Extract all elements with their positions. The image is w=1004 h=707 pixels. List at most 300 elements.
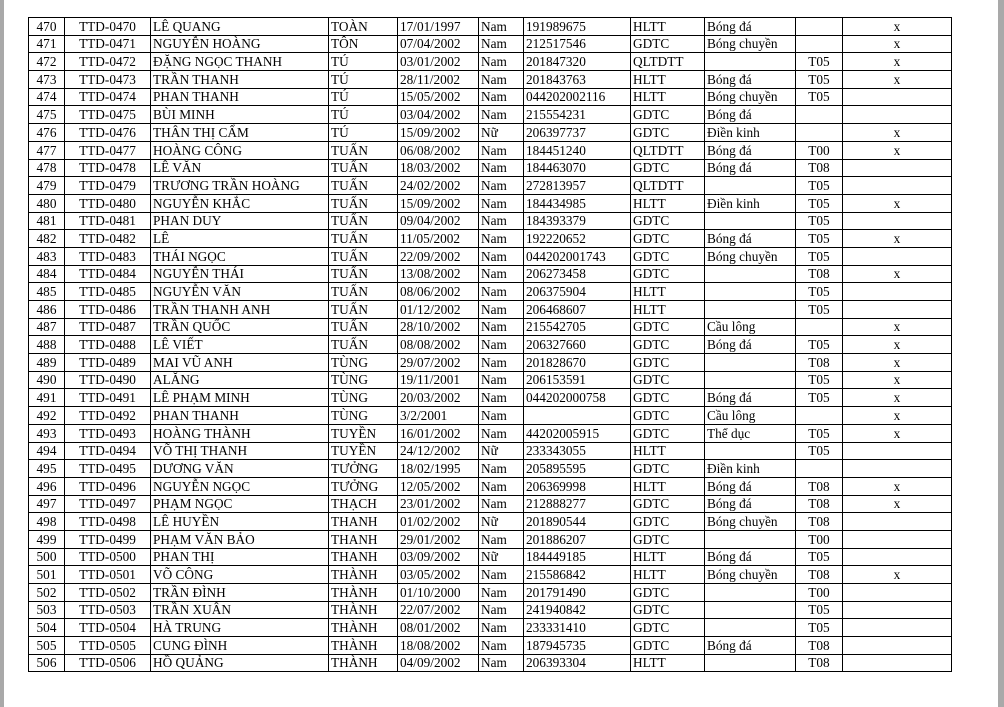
cell-id-number: 184449185 (524, 548, 631, 566)
cell-given-name: THANH (329, 530, 398, 548)
cell-gender: Nam (479, 283, 524, 301)
table-row (29, 124, 952, 142)
cell-id-number: 215542705 (524, 318, 631, 336)
cell-stt: 476 (29, 124, 65, 142)
table-row (29, 194, 952, 212)
table-row (29, 35, 952, 53)
cell-class: T05 (796, 53, 843, 71)
cell-major: GDTC (631, 619, 705, 637)
cell-class: T00 (796, 530, 843, 548)
cell-major: GDTC (631, 159, 705, 177)
cell-code: TTD-0505 (65, 637, 151, 655)
cell-dob: 07/04/2002 (398, 35, 479, 53)
table-row (29, 389, 952, 407)
cell-major: GDTC (631, 495, 705, 513)
cell-sport: Bóng đá (705, 230, 796, 248)
cell-id-number: 233331410 (524, 619, 631, 637)
cell-major: QLTDTT (631, 141, 705, 159)
cell-surname: LÊ VĂN (151, 159, 329, 177)
cell-stt: 486 (29, 301, 65, 319)
cell-flag: x (843, 477, 952, 495)
table-row (29, 354, 952, 372)
cell-given-name: TÚ (329, 71, 398, 89)
cell-major: GDTC (631, 265, 705, 283)
cell-id-number: 215554231 (524, 106, 631, 124)
cell-surname: NGUYỄN THÁI (151, 265, 329, 283)
cell-gender: Nam (479, 637, 524, 655)
table-row (29, 584, 952, 602)
cell-given-name: TUẤN (329, 301, 398, 319)
cell-code: TTD-0506 (65, 654, 151, 672)
cell-dob: 01/12/2002 (398, 301, 479, 319)
cell-sport: Bóng chuyền (705, 88, 796, 106)
cell-sport: Bóng đá (705, 71, 796, 89)
cell-code: TTD-0477 (65, 141, 151, 159)
cell-stt: 504 (29, 619, 65, 637)
table-row (29, 53, 952, 71)
cell-surname: TRẦN ĐÌNH (151, 584, 329, 602)
cell-given-name: TUẤN (329, 247, 398, 265)
cell-given-name: TUẤN (329, 230, 398, 248)
cell-surname: TRẦN THANH (151, 71, 329, 89)
cell-class: T08 (796, 159, 843, 177)
cell-flag (843, 601, 952, 619)
cell-class (796, 35, 843, 53)
cell-surname: LÊ VIẾT (151, 336, 329, 354)
table-row (29, 513, 952, 531)
cell-stt: 502 (29, 584, 65, 602)
cell-surname: HOÀNG CÔNG (151, 141, 329, 159)
cell-stt: 503 (29, 601, 65, 619)
cell-class: T05 (796, 194, 843, 212)
cell-surname: TRẦN QUỐC (151, 318, 329, 336)
cell-flag (843, 513, 952, 531)
cell-flag (843, 177, 952, 195)
cell-given-name: TUẤN (329, 336, 398, 354)
cell-flag: x (843, 336, 952, 354)
cell-surname: LÊ (151, 230, 329, 248)
cell-dob: 08/01/2002 (398, 619, 479, 637)
cell-flag: x (843, 566, 952, 584)
cell-major: GDTC (631, 601, 705, 619)
cell-id-number: 241940842 (524, 601, 631, 619)
cell-gender: Nam (479, 460, 524, 478)
cell-dob: 08/06/2002 (398, 283, 479, 301)
cell-gender: Nam (479, 265, 524, 283)
cell-given-name: THẠCH (329, 495, 398, 513)
cell-class: T08 (796, 513, 843, 531)
cell-dob: 03/04/2002 (398, 106, 479, 124)
cell-major: GDTC (631, 584, 705, 602)
cell-sport (705, 530, 796, 548)
cell-dob: 01/02/2002 (398, 513, 479, 531)
cell-major: HLTT (631, 548, 705, 566)
cell-code: TTD-0498 (65, 513, 151, 531)
table-row (29, 141, 952, 159)
table-row (29, 177, 952, 195)
table-row (29, 371, 952, 389)
cell-surname: LÊ PHẠM MINH (151, 389, 329, 407)
cell-major: HLTT (631, 194, 705, 212)
cell-id-number: 201843763 (524, 71, 631, 89)
cell-id-number: 201828670 (524, 354, 631, 372)
cell-sport: Bóng đá (705, 389, 796, 407)
cell-code: TTD-0478 (65, 159, 151, 177)
cell-id-number: 184451240 (524, 141, 631, 159)
cell-code: TTD-0486 (65, 301, 151, 319)
cell-stt: 474 (29, 88, 65, 106)
cell-sport (705, 371, 796, 389)
cell-given-name: TÙNG (329, 389, 398, 407)
cell-dob: 04/09/2002 (398, 654, 479, 672)
cell-major: GDTC (631, 212, 705, 230)
cell-gender: Nam (479, 212, 524, 230)
cell-stt: 501 (29, 566, 65, 584)
cell-sport (705, 301, 796, 319)
cell-gender: Nam (479, 35, 524, 53)
cell-id-number: 206327660 (524, 336, 631, 354)
cell-class: T00 (796, 584, 843, 602)
cell-gender: Nam (479, 495, 524, 513)
cell-dob: 03/09/2002 (398, 548, 479, 566)
cell-sport (705, 584, 796, 602)
cell-surname: LÊ HUYỀN (151, 513, 329, 531)
cell-id-number: 215586842 (524, 566, 631, 584)
cell-sport (705, 177, 796, 195)
cell-stt: 471 (29, 35, 65, 53)
cell-gender: Nam (479, 354, 524, 372)
cell-gender: Nam (479, 566, 524, 584)
cell-id-number: 201890544 (524, 513, 631, 531)
cell-code: TTD-0484 (65, 265, 151, 283)
cell-surname: TRẦN XUÂN (151, 601, 329, 619)
cell-sport: Cầu lông (705, 407, 796, 425)
cell-dob: 24/02/2002 (398, 177, 479, 195)
cell-major: HLTT (631, 71, 705, 89)
cell-stt: 481 (29, 212, 65, 230)
cell-gender: Nam (479, 530, 524, 548)
cell-surname: CUNG ĐÌNH (151, 637, 329, 655)
cell-stt: 494 (29, 442, 65, 460)
cell-surname: PHẠM NGỌC (151, 495, 329, 513)
cell-major: HLTT (631, 477, 705, 495)
cell-surname: NGUYỄN KHẮC (151, 194, 329, 212)
cell-given-name: THANH (329, 513, 398, 531)
cell-given-name: THÀNH (329, 601, 398, 619)
cell-dob: 28/11/2002 (398, 71, 479, 89)
cell-stt: 483 (29, 247, 65, 265)
cell-dob: 3/2/2001 (398, 407, 479, 425)
cell-surname: TRƯƠNG TRẦN HOÀNG (151, 177, 329, 195)
cell-class: T05 (796, 301, 843, 319)
cell-dob: 16/01/2002 (398, 424, 479, 442)
cell-stt: 488 (29, 336, 65, 354)
cell-given-name: THÀNH (329, 637, 398, 655)
cell-gender: Nam (479, 477, 524, 495)
cell-given-name: TÔN (329, 35, 398, 53)
cell-stt: 492 (29, 407, 65, 425)
cell-surname: PHẠM VĂN BẢO (151, 530, 329, 548)
cell-given-name: THANH (329, 548, 398, 566)
cell-stt: 479 (29, 177, 65, 195)
cell-class: T05 (796, 371, 843, 389)
cell-gender: Nam (479, 106, 524, 124)
cell-class: T05 (796, 389, 843, 407)
cell-flag (843, 637, 952, 655)
cell-class (796, 460, 843, 478)
cell-gender: Nữ (479, 442, 524, 460)
cell-stt: 505 (29, 637, 65, 655)
cell-gender: Nam (479, 141, 524, 159)
cell-dob: 09/04/2002 (398, 212, 479, 230)
cell-class: T05 (796, 230, 843, 248)
cell-gender: Nam (479, 18, 524, 36)
cell-sport: Điền kinh (705, 460, 796, 478)
cell-id-number: 044202001743 (524, 247, 631, 265)
cell-gender: Nam (479, 177, 524, 195)
cell-id-number: 212888277 (524, 495, 631, 513)
cell-code: TTD-0475 (65, 106, 151, 124)
cell-major: GDTC (631, 460, 705, 478)
cell-sport (705, 442, 796, 460)
table-row (29, 654, 952, 672)
cell-given-name: TUẤN (329, 318, 398, 336)
cell-surname: DƯƠNG VĂN (151, 460, 329, 478)
cell-code: TTD-0479 (65, 177, 151, 195)
cell-stt: 480 (29, 194, 65, 212)
cell-surname: HOÀNG THÀNH (151, 424, 329, 442)
cell-dob: 22/07/2002 (398, 601, 479, 619)
cell-major: GDTC (631, 124, 705, 142)
cell-stt: 482 (29, 230, 65, 248)
cell-dob: 24/12/2002 (398, 442, 479, 460)
cell-class: T08 (796, 495, 843, 513)
cell-stt: 485 (29, 283, 65, 301)
cell-sport (705, 601, 796, 619)
cell-gender: Nam (479, 407, 524, 425)
cell-surname: VÕ CÔNG (151, 566, 329, 584)
table-row (29, 407, 952, 425)
cell-dob: 18/02/1995 (398, 460, 479, 478)
table-row (29, 566, 952, 584)
cell-given-name: TÙNG (329, 407, 398, 425)
cell-flag (843, 530, 952, 548)
cell-stt: 496 (29, 477, 65, 495)
document-page (4, 0, 998, 707)
cell-class: T05 (796, 212, 843, 230)
cell-dob: 06/08/2002 (398, 141, 479, 159)
cell-given-name: TÙNG (329, 371, 398, 389)
cell-flag (843, 654, 952, 672)
cell-major: QLTDTT (631, 53, 705, 71)
cell-id-number: 44202005915 (524, 424, 631, 442)
cell-code: TTD-0497 (65, 495, 151, 513)
cell-major: GDTC (631, 318, 705, 336)
cell-id-number: 184393379 (524, 212, 631, 230)
cell-stt: 497 (29, 495, 65, 513)
cell-given-name: TÚ (329, 88, 398, 106)
cell-major: GDTC (631, 106, 705, 124)
cell-gender: Nam (479, 601, 524, 619)
cell-flag (843, 548, 952, 566)
cell-stt: 470 (29, 18, 65, 36)
cell-class: T05 (796, 283, 843, 301)
cell-code: TTD-0490 (65, 371, 151, 389)
cell-given-name: TUẤN (329, 141, 398, 159)
cell-dob: 15/09/2002 (398, 194, 479, 212)
cell-id-number: 184434985 (524, 194, 631, 212)
cell-surname: NGUYỄN VĂN (151, 283, 329, 301)
cell-id-number: 191989675 (524, 18, 631, 36)
cell-id-number (524, 407, 631, 425)
cell-id-number: 201886207 (524, 530, 631, 548)
cell-flag: x (843, 35, 952, 53)
table-row (29, 530, 952, 548)
table-row (29, 637, 952, 655)
cell-class: T05 (796, 177, 843, 195)
cell-surname: ĐẶNG NGỌC THANH (151, 53, 329, 71)
cell-stt: 498 (29, 513, 65, 531)
cell-flag: x (843, 141, 952, 159)
cell-code: TTD-0489 (65, 354, 151, 372)
cell-flag: x (843, 354, 952, 372)
cell-dob: 01/10/2000 (398, 584, 479, 602)
table-row (29, 283, 952, 301)
cell-flag: x (843, 53, 952, 71)
cell-flag (843, 247, 952, 265)
cell-sport: Bóng đá (705, 477, 796, 495)
cell-code: TTD-0492 (65, 407, 151, 425)
cell-stt: 495 (29, 460, 65, 478)
cell-dob: 28/10/2002 (398, 318, 479, 336)
cell-dob: 22/09/2002 (398, 247, 479, 265)
cell-id-number: 272813957 (524, 177, 631, 195)
cell-given-name: TÙNG (329, 354, 398, 372)
cell-stt: 489 (29, 354, 65, 372)
cell-sport: Bóng đá (705, 159, 796, 177)
cell-given-name: THÀNH (329, 566, 398, 584)
cell-gender: Nam (479, 389, 524, 407)
cell-flag (843, 212, 952, 230)
cell-class: T05 (796, 548, 843, 566)
cell-code: TTD-0502 (65, 584, 151, 602)
cell-sport: Bóng đá (705, 141, 796, 159)
cell-stt: 475 (29, 106, 65, 124)
cell-given-name: TÚ (329, 106, 398, 124)
cell-given-name: THÀNH (329, 619, 398, 637)
table-row (29, 247, 952, 265)
table-row (29, 460, 952, 478)
cell-given-name: TÚ (329, 53, 398, 71)
cell-class: T05 (796, 336, 843, 354)
cell-given-name: TUẤN (329, 212, 398, 230)
cell-surname: PHAN DUY (151, 212, 329, 230)
cell-flag (843, 301, 952, 319)
cell-major: GDTC (631, 424, 705, 442)
cell-sport: Bóng chuyền (705, 35, 796, 53)
student-table (28, 17, 952, 672)
cell-dob: 15/05/2002 (398, 88, 479, 106)
cell-major: GDTC (631, 354, 705, 372)
cell-class: T00 (796, 141, 843, 159)
cell-id-number: 212517546 (524, 35, 631, 53)
cell-major: GDTC (631, 637, 705, 655)
cell-sport: Bóng đá (705, 548, 796, 566)
cell-major: GDTC (631, 230, 705, 248)
table-row (29, 230, 952, 248)
cell-class (796, 407, 843, 425)
table-row (29, 442, 952, 460)
cell-given-name: THÀNH (329, 584, 398, 602)
cell-class (796, 124, 843, 142)
cell-major: GDTC (631, 247, 705, 265)
cell-flag: x (843, 230, 952, 248)
cell-class (796, 106, 843, 124)
cell-code: TTD-0476 (65, 124, 151, 142)
cell-code: TTD-0501 (65, 566, 151, 584)
cell-gender: Nam (479, 424, 524, 442)
cell-id-number: 044202000758 (524, 389, 631, 407)
cell-id-number: 201847320 (524, 53, 631, 71)
cell-dob: 11/05/2002 (398, 230, 479, 248)
cell-code: TTD-0500 (65, 548, 151, 566)
cell-given-name: TOÀN (329, 18, 398, 36)
cell-flag: x (843, 194, 952, 212)
cell-flag: x (843, 371, 952, 389)
cell-major: HLTT (631, 654, 705, 672)
cell-sport: Bóng chuyền (705, 513, 796, 531)
cell-gender: Nam (479, 654, 524, 672)
cell-code: TTD-0485 (65, 283, 151, 301)
cell-class: T08 (796, 637, 843, 655)
cell-stt: 484 (29, 265, 65, 283)
cell-surname: VÕ THỊ THANH (151, 442, 329, 460)
cell-major: HLTT (631, 18, 705, 36)
cell-flag (843, 88, 952, 106)
cell-class: T05 (796, 247, 843, 265)
cell-given-name: TUẤN (329, 283, 398, 301)
cell-class: T05 (796, 424, 843, 442)
cell-sport (705, 265, 796, 283)
cell-surname: NGUYỄN NGỌC (151, 477, 329, 495)
cell-flag: x (843, 71, 952, 89)
cell-flag (843, 460, 952, 478)
cell-stt: 487 (29, 318, 65, 336)
cell-id-number: 206397737 (524, 124, 631, 142)
cell-code: TTD-0494 (65, 442, 151, 460)
cell-class: T05 (796, 88, 843, 106)
cell-gender: Nam (479, 336, 524, 354)
cell-sport: Bóng đá (705, 336, 796, 354)
cell-stt: 478 (29, 159, 65, 177)
cell-sport (705, 654, 796, 672)
cell-sport (705, 619, 796, 637)
cell-sport: Bóng chuyền (705, 566, 796, 584)
cell-stt: 500 (29, 548, 65, 566)
cell-sport: Bóng đá (705, 18, 796, 36)
cell-flag (843, 106, 952, 124)
cell-major: GDTC (631, 35, 705, 53)
cell-given-name: TUẤN (329, 194, 398, 212)
cell-dob: 18/03/2002 (398, 159, 479, 177)
cell-id-number: 233343055 (524, 442, 631, 460)
cell-dob: 19/11/2001 (398, 371, 479, 389)
cell-sport (705, 53, 796, 71)
cell-surname: BÙI MINH (151, 106, 329, 124)
table-row (29, 601, 952, 619)
cell-gender: Nam (479, 318, 524, 336)
cell-gender: Nam (479, 53, 524, 71)
